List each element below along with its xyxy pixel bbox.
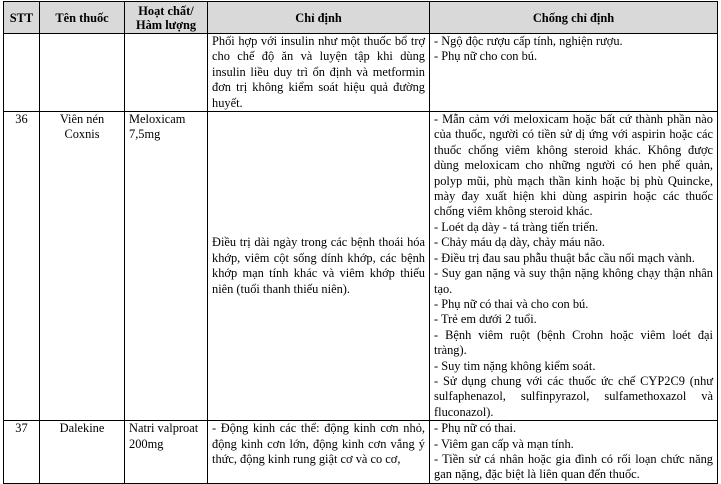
contraindication-item: - Viêm gan cấp và mạn tính.: [434, 436, 574, 451]
cell-drug-name: Dalekine: [40, 421, 125, 484]
ingredient-line2: 200mg: [129, 436, 164, 451]
contraindication-item: - Loét dạ dày - tá tràng tiến triển.: [434, 219, 599, 234]
contraindication-item: - Bệnh viêm ruột (bệnh Crohn hoặc viêm loét đại tràng).: [434, 327, 713, 358]
header-stt: STT: [4, 2, 40, 34]
drug-table: [3, 1, 718, 484]
cell-contraindication: [430, 34, 718, 112]
header-drug-name: Tên thuốc: [40, 2, 125, 34]
cell-indication: Điều trị dài ngày trong các bệnh thoái hóa khớp, viêm cột sống dính khớp, các bệnh khớp mạn tính khác và viêm khớp thiếu niên (tuổi thanh thiếu niên).: [208, 112, 430, 421]
header-ingredient-line1: Hoạt chất/: [138, 3, 194, 18]
header-ingredient: [125, 2, 208, 34]
contraindication-item: - Phụ nữ cho con bú.: [434, 49, 538, 64]
cell-drug-name: [40, 112, 125, 421]
cell-indication: Phối hợp với insulin như một thuốc bổ trợ cho chế độ ăn và luyện tập khi dùng insulin liều duy trì ổn định và metformin đơn trị không kiểm soát hiệu quả đường huyết.: [208, 34, 430, 112]
cell-stt: [4, 34, 40, 112]
header-contraindication: Chống chỉ định: [430, 2, 718, 34]
cell-stt: 36: [4, 112, 40, 421]
cell-drug-name: [40, 34, 125, 112]
table-row: [4, 112, 718, 421]
header-indication: Chỉ định: [208, 2, 430, 34]
ingredient-line2: 7,5mg: [129, 127, 161, 142]
cell-ingredient: [125, 34, 208, 112]
contraindication-item: - Suy tim nặng không kiểm soát.: [434, 358, 596, 373]
contraindication-item: - Mẫn cảm với meloxicam hoặc bất cứ thành phần nào của thuốc, người có tiền sử dị ứng với aspirin hoặc các thuốc chống viêm không steroid khác. Không được dùng meloxicam cho những người có hen phế quản, polyp mũi, phù mạch thần kinh hoặc bị phù Quincke, mày đay xuất hiện khi dùng aspirin hoặc các thuốc chống viêm không steroid khác.: [434, 112, 713, 219]
cell-ingredient: [125, 112, 208, 421]
drug-name-line1: Viên nén: [59, 112, 105, 127]
contraindication-item: - Phụ nữ có thai.: [434, 421, 517, 436]
ingredient-line1: Natri valproat: [129, 421, 199, 436]
ingredient-line1: Meloxicam: [129, 112, 186, 127]
cell-stt: 37: [4, 421, 40, 484]
contraindication-item: - Sử dụng chung với các thuốc ức chế CYP2C9 (như sulfaphenazol, sulfinpyrazol, sulfamethoxazol và fluconazol).: [434, 373, 713, 419]
contraindication-item: - Suy gan nặng và suy thận nặng không chạy thận nhân tạo.: [434, 266, 713, 296]
drug-name-line2: Coxnis: [64, 127, 100, 142]
header-ingredient-line2: Hàm lượng: [135, 17, 197, 32]
contraindication-item: - Chảy máu dạ dày, chảy máu não.: [434, 235, 605, 250]
contraindication-item: - Trẻ em dưới 2 tuổi.: [434, 312, 537, 327]
contraindication-item: - Phụ nữ có thai và cho con bú.: [434, 296, 589, 311]
contraindication-item: - Điều trị đau sau phẫu thuật bắc cầu nối mạch vành.: [434, 250, 695, 265]
header-row: [4, 2, 718, 34]
cell-indication: - Động kinh các thể: động kinh cơn nhỏ, động kinh cơn lớn, động kinh cơn vắng ý thức, động kinh rung giật cơ và co cơ,: [208, 421, 430, 484]
table-row: [4, 34, 718, 112]
contraindication-item: - Tiền sử cá nhân hoặc gia đình có rối loạn chức năng gan nặng, đặc biệt là liên quan đến thuốc.: [434, 451, 713, 482]
contraindication-item: - Ngộ độc rượu cấp tính, nghiện rượu.: [434, 34, 623, 48]
cell-contraindication: [430, 112, 718, 421]
